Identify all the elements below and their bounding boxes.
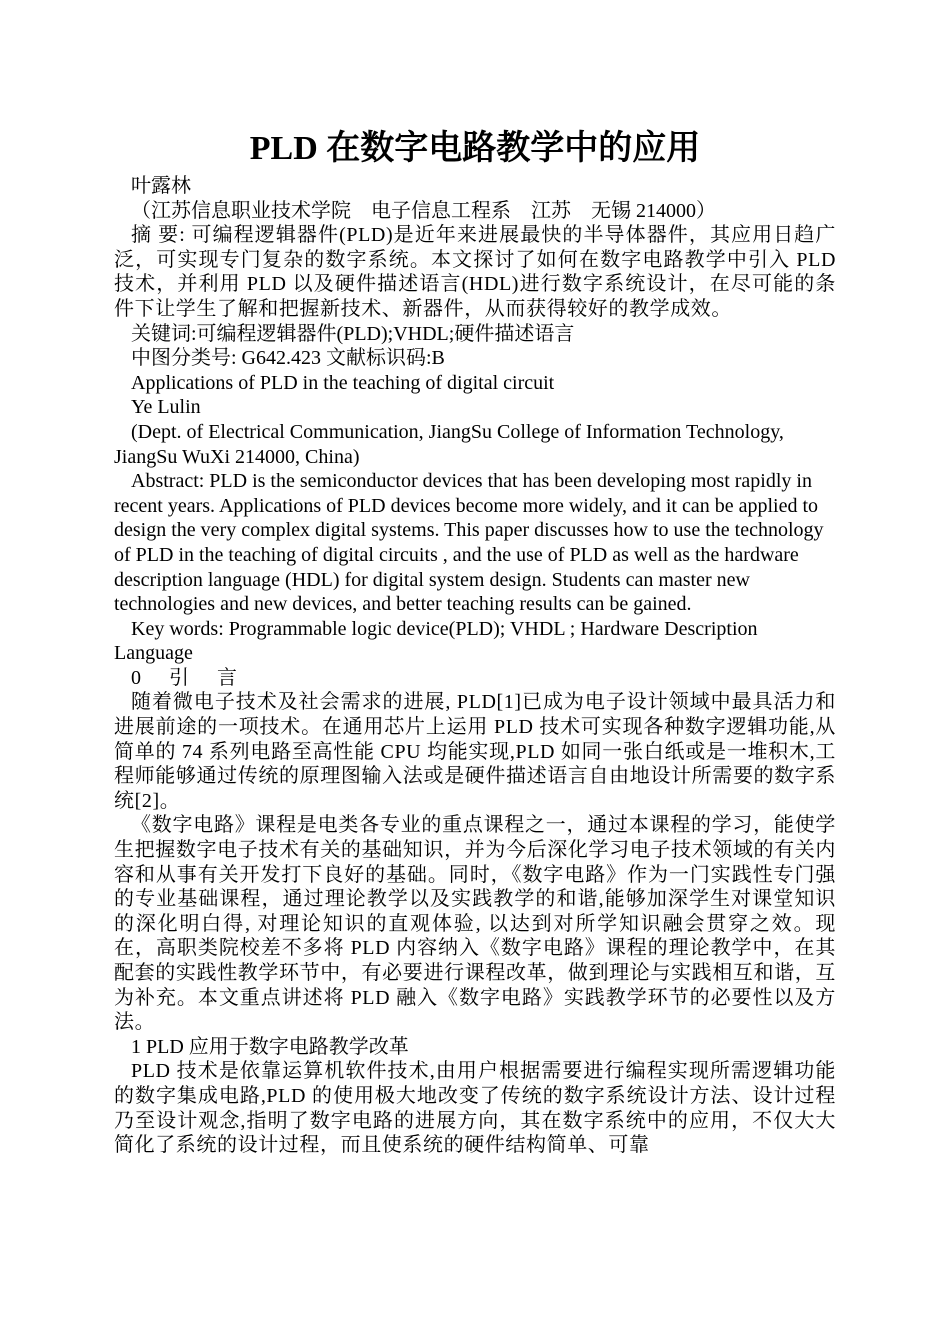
paper-title: PLD 在数字电路教学中的应用 bbox=[249, 130, 701, 167]
classification-number: 中图分类号: G642.423 文献标识码:B bbox=[131, 347, 445, 370]
abstract-cn: 摘 要: 可编程逻辑器件(PLD)是近年来进展最快的半导体器件，其应用日趋广泛，可实现专门复杂的数字系统。本文探讨了如何在数字电路教学中引入 PLD 技术，并利用 PLD 以及硬件描述语言(HDL)进行数字系统设计，在尽可能的条件下让学生了解和把握新技术、新器件，从而获得较好的教学成效。 bbox=[114, 224, 836, 320]
section-heading-introduction: 0 引 言 bbox=[131, 666, 241, 689]
affiliation-en: (Dept. of Electrical Communication, JiangSu College of Information Technology, JiangSu WuXi 214000, China) bbox=[114, 420, 784, 468]
abstract-en: Abstract: PLD is the semiconductor devices that has been developing most rapidly in recent years. Applications of PLD devices become more widely, and it can be applied to design the very complex digital systems. This paper discusses how to use the technology of PLD in the teaching of digital circuits , and the use of PLD as well as the hardware description language (HDL) for digital system design. Students can master new technologies and new devices, and better teaching results can be gained. bbox=[114, 470, 824, 616]
keywords-en: Key words: Programmable logic device(PLD); VHDL ; Hardware Description Language bbox=[114, 617, 758, 665]
author-en: Ye Lulin bbox=[131, 396, 201, 419]
section-heading-1: 1 PLD 应用于数字电路教学改革 bbox=[131, 1035, 409, 1058]
author-cn: 叶露林 bbox=[131, 175, 191, 197]
paragraph: 随着微电子技术及社会需求的进展, PLD[1]已成为电子设计领域中最具活力和进展前途的一项技术。在通用芯片上运用 PLD 技术可实现各种数字逻辑功能,从简单的 74 系列电路至高性能 CPU 均能实现,PLD 如同一张白纸或是一堆积木,工程师能够通过传统的原理图输入法或是硬件描述语言自由地设计所需要的数字系统[2]。 bbox=[114, 691, 836, 812]
paragraph: PLD 技术是依靠运算机软件技术,由用户根据需要进行编程实现所需逻辑功能的数字集成电路,PLD 的使用极大地改变了传统的数字系统设计方法、设计过程乃至设计观念,指明了数字电路的进展方向，其在数字系统中的应用，不仅大大简化了系统的设计过程，而且使系统的硬件结构简单、可靠 bbox=[114, 1060, 836, 1157]
keywords-cn: 关键词:可编程逻辑器件(PLD);VHDL;硬件描述语言 bbox=[131, 322, 575, 345]
paragraph: 《数字电路》课程是电类各专业的重点课程之一，通过本课程的学习，能使学生把握数字电子技术有关的基础知识，并为今后深化学习电子技术领域的有关内容和从事有关开发打下良好的基础。同时，《数字电路》作为一门实践性专门强的专业基础课程，通过理论教学以及实践教学的和谐,能够加深学生对课堂知识的深化明白得, 对理论知识的直观体验, 以达到对所学知识融会贯穿之效。现在，高职类院校差不多将 PLD 内容纳入《数字电路》课程的理论教学中，在其配套的实践性教学环节中，有必要进行课程改革，做到理论与实践相互和谐，互为补充。本文重点讲述将 PLD 融入《数字电路》实践教学环节的必要性以及方法。 bbox=[114, 814, 836, 1034]
affiliation-cn: （江苏信息职业技术学院 电子信息工程系 江苏 无锡 214000） bbox=[131, 199, 716, 222]
title-en: Applications of PLD in the teaching of digital circuit bbox=[131, 371, 555, 394]
